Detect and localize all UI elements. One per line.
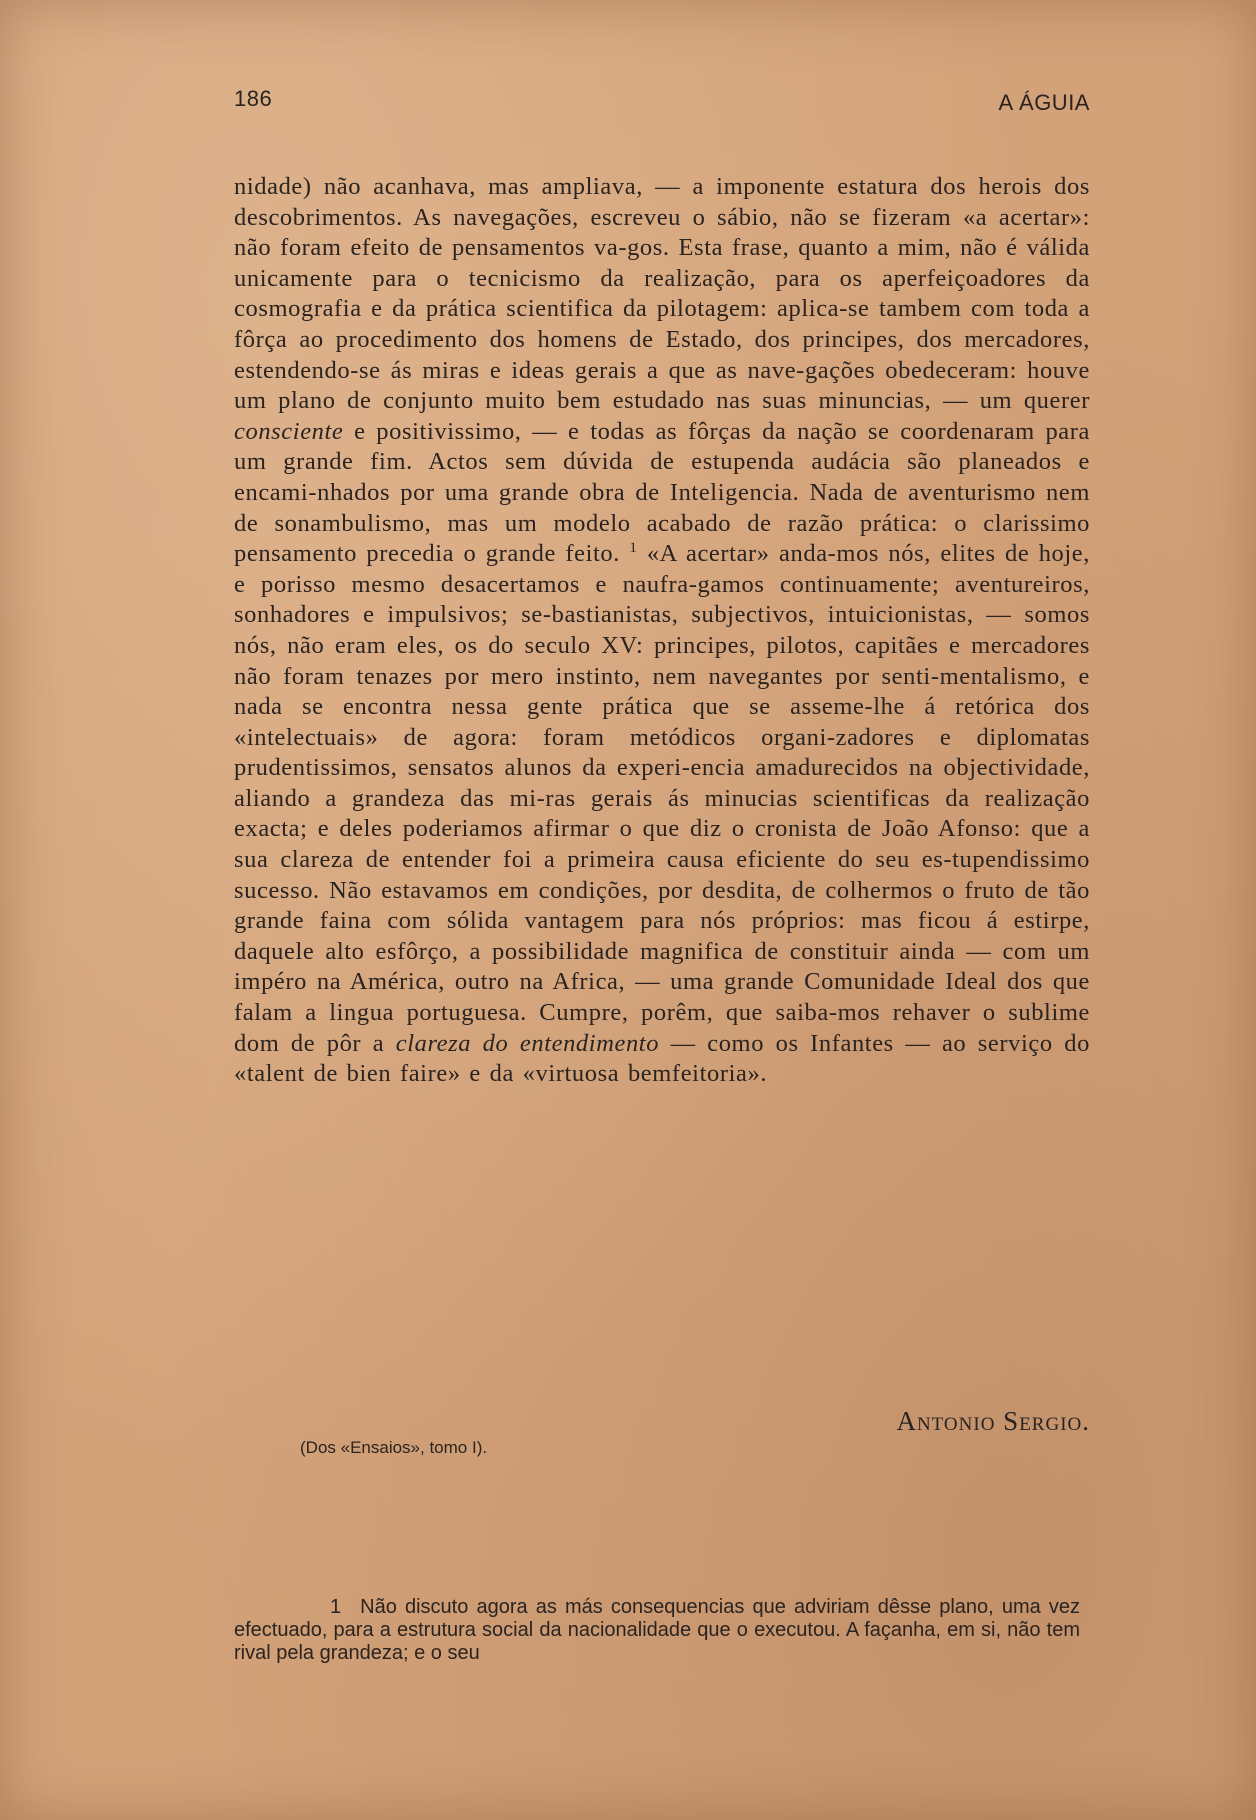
- body-text-segment: e positivissimo, — e todas as fôrças da nação se coordenaram para um grande fim. Actos sem dúvida de estupenda audácia são planeados e encami-nhados por uma grande obra de Inteligencia. Nada de aventurismo nem de sonambulismo, mas um modelo acabado de razão prática: o clarissimo pensamento precedia o grande feito.: [234, 417, 1090, 568]
- footnote-text: Não discuto agora as más consequencias que adviriam dêsse plano, uma vez efectuado, para a estrutura social da nacionalidade que o executou. A façanha, em si, não tem rival pela grandeza; e o seu: [234, 1596, 1080, 1664]
- source-note: (Dos «Ensaios», tomo I).: [300, 1438, 488, 1457]
- italic-phrase: clareza do entendimento: [395, 1029, 660, 1057]
- footnote-number: 1: [330, 1596, 342, 1618]
- body-paragraph: [234, 172, 1090, 1090]
- author-signature: Antonio Sergio.: [896, 1406, 1090, 1436]
- footnote: [234, 1596, 1080, 1665]
- footnote-paragraph: [234, 1596, 1080, 1665]
- footnote-reference[interactable]: 1: [629, 539, 638, 556]
- body-text-segment: «A acertar» anda-mos nós, elites de hoje, e porisso mesmo desacertamos e naufra-gamos continuamente; aventureiros, sonhadores e impulsivos; se-bastianistas, subjectivos, intuicionistas, — somos nós, não eram eles, os do seculo XV: principes, pilotos, capitães e mercadores não foram tenazes por mero instinto, nem navegantes por senti-mentalismo, e nada se encontra nessa gente prática que se asseme-lhe á retórica dos «intelectuais» de agora: foram metódicos organi-zadores e diplomatas prudentissimos, sensatos alunos da experi-encia amadurecidos na objectividade, aliando a grandeza das mi-ras gerais ás minucias scientificas da realização exacta; e deles poderiamos afirmar o que diz o cronista de João Afonso: que a sua clareza de entender foi a primeira causa eficiente do seu es-tupendissimo sucesso. Não estavamos em condições, por desdita, de colhermos o fruto de tão grande faina com sólida vantagem para nós próprios: mas ficou á estirpe, daquele alto esfôrço, a possibilidade magnifica de constituir ainda — com um impéro na América, outro na Africa, — uma grande Comunidade Ideal dos que falam a lingua portuguesa. Cumpre, porêm, que saiba-mos rehaver o sublime dom de pôr a: [234, 540, 1091, 1057]
- running-head: [234, 86, 1090, 122]
- body-text-segment: — como os Infantes — ao serviço do «talent de bien faire» e da «virtuosa bemfeitoria».: [234, 1029, 1090, 1088]
- body-text-segment: nidade) não acanhava, mas ampliava, — a imponente estatura dos herois dos descobrimentos. As navegações, escreveu o sábio, não se fizeram «a acertar»: não foram efeito de pensamentos va-gos. Esta frase, quanto a mim, não é válida unicamente para o tecnicismo da realização, para os aperfeiçoadores da cosmografia e da prática scientifica da pilotagem: aplica-se tambem com toda a fôrça ao procedimento dos homens de Estado, dos principes, dos mercadores, estendendo-se ás miras e ideas gerais a que as nave-gações obedeceram: houve um plano de conjunto muito bem estudado nas suas minuncias, — um querer: [234, 173, 1090, 415]
- article-body: [234, 172, 1090, 1090]
- italic-phrase: consciente: [234, 417, 344, 445]
- page-number: 186: [234, 86, 273, 111]
- journal-title: A ÁGUIA: [998, 90, 1090, 115]
